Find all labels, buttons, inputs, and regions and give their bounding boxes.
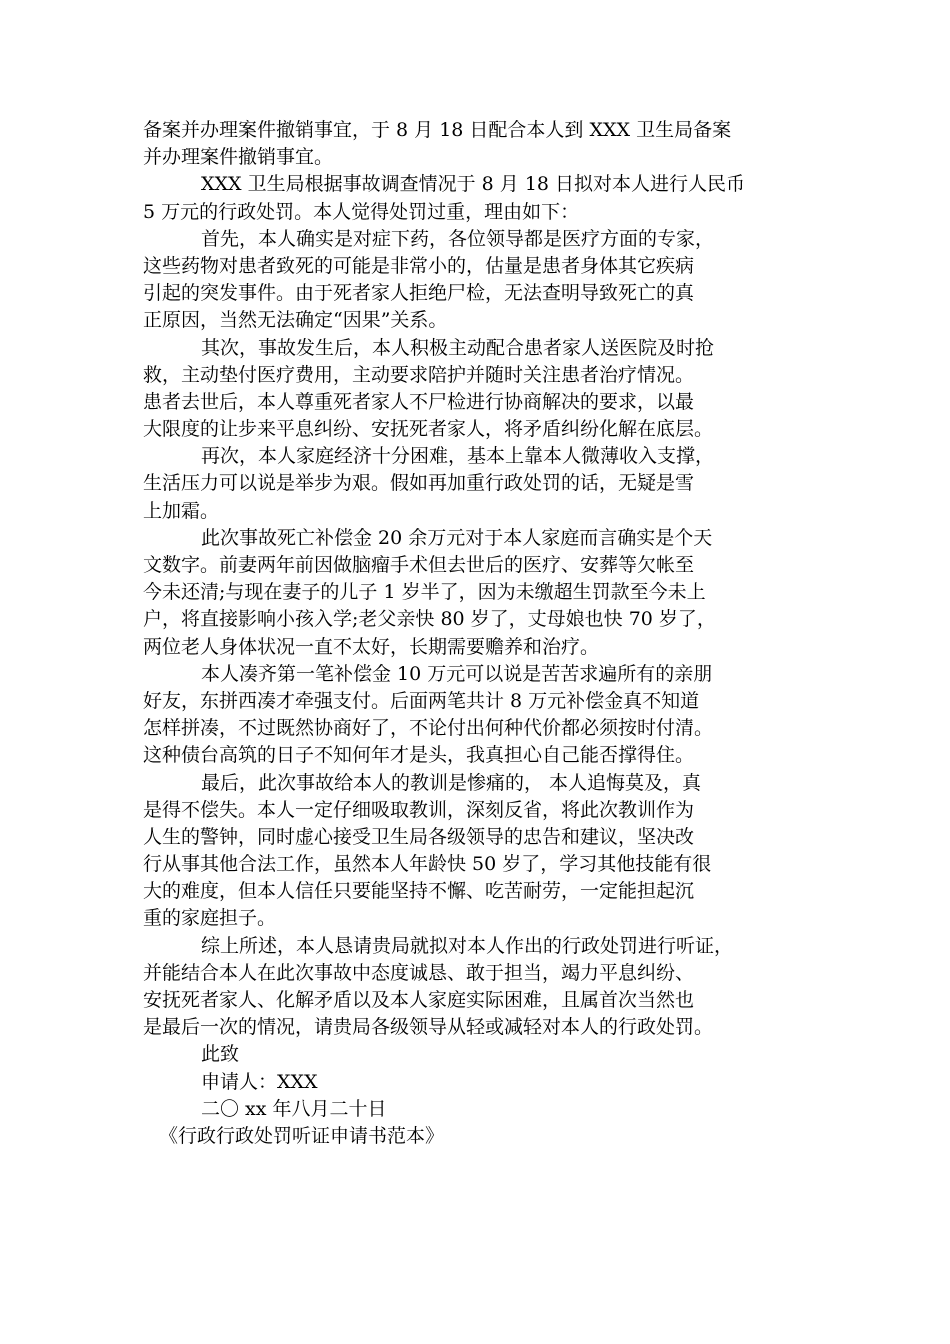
text-line: 救，主动垫付医疗费用，主动要求陪护并随时关注患者治疗情况。: [143, 363, 695, 386]
paragraph: [143, 1096, 823, 1123]
text-line: 今未还清;与现在妻子的儿子 1 岁半了，因为未缴超生罚款至今未上: [143, 581, 706, 604]
text-line: 生活压力可以说是举步为艰。假如再加重行政处罚的话，无疑是雪: [143, 472, 695, 495]
text-line: 安抚死者家人、化解矛盾以及本人家庭实际困难，且属首次当然也: [143, 989, 695, 1011]
paragraph: [143, 171, 823, 225]
text-line: 正原因，当然无法确定“因果”关系。: [143, 309, 448, 332]
text-line: 怎样拼凑，不过既然协商好了，不论付出何种代价都必须按时付清。: [143, 717, 714, 740]
paragraph: [143, 661, 823, 770]
text-line: 是得不偿失。本人一定仔细吸取教训，深刻反省，将此次教训作为: [143, 798, 695, 821]
text-line: 文数字。前妻两年前因做脑瘤手术但去世后的医疗、安葬等欠帐至: [143, 554, 695, 576]
text-line: 综上所述，本人恳请贵局就拟对本人作出的行政处罚进行听证，: [201, 934, 734, 957]
text-line: 上加霜。: [143, 499, 220, 522]
text-line: 重的家庭担子。: [143, 907, 277, 930]
paragraph: [143, 1041, 823, 1068]
text-line: 户，将直接影响小孩入学;老父亲快 80 岁了，丈母娘也快 70 岁了，: [143, 608, 716, 631]
text-line: 首先，本人确实是对症下药，各位领导都是医疗方面的专家，: [201, 227, 715, 250]
text-line: 申请人：XXX: [201, 1070, 318, 1093]
text-line: 此致: [201, 1043, 240, 1066]
paragraph: [143, 117, 823, 171]
text-line: 行从事其他合法工作，虽然本人年龄快 50 岁了，学习其他技能有很: [143, 853, 712, 876]
text-line: 再次，本人家庭经济十分困难，基本上靠本人微薄收入支撑，: [201, 445, 715, 468]
text-line: 此次事故死亡补偿金 20 余万元对于本人家庭而言确实是个天: [201, 526, 713, 549]
document-body: [143, 117, 823, 1150]
text-line: 是最后一次的情况，请贵局各级领导从轻或减轻对本人的行政处罚。: [143, 1016, 714, 1039]
text-line: 患者去世后，本人尊重死者家人不尸检进行协商解决的要求，以最: [143, 390, 695, 413]
paragraph: [143, 1069, 823, 1096]
text-line: 二〇 xx 年八月二十日: [201, 1097, 387, 1120]
text-line: 其次，事故发生后，本人积极主动配合患者家人送医院及时抢: [201, 336, 715, 359]
text-line: 大的难度，但本人信任只要能坚持不懈、吃苦耐劳，一定能担起沉: [143, 880, 695, 903]
text-line: 人生的警钟，同时虚心接受卫生局各级领导的忠告和建议，坚决改: [143, 825, 695, 848]
text-line: 并办理案件撤销事宜。: [143, 146, 334, 169]
text-line: 这些药物对患者致死的可能是非常小的，估量是患者身体其它疾病: [143, 254, 695, 277]
paragraph: [143, 226, 823, 335]
paragraph: [143, 525, 823, 661]
text-line: 并能结合本人在此次事故中态度诚恳、敢于担当，竭力平息纠纷、: [143, 961, 695, 984]
text-line: 备案并办理案件撤销事宜，于 8 月 18 日配合本人到 XXX 卫生局备案: [143, 119, 732, 141]
text-line: 引起的突发事件。由于死者家人拒绝尸检，无法查明导致死亡的真: [143, 282, 695, 305]
paragraph: [143, 443, 823, 525]
text-line: 大限度的让步来平息纠纷、安抚死者家人，将矛盾纠纷化解在底层。: [143, 418, 714, 441]
text-line: 好友，东拼西凑才牵强支付。后面两笔共计 8 万元补偿金真不知道: [143, 689, 700, 712]
document-title-footer: 《行政行政处罚听证申请书范本》: [159, 1124, 445, 1147]
text-line: 最后，此次事故给本人的教训是惨痛的， 本人追悔莫及，真: [201, 771, 702, 794]
paragraph: [143, 933, 823, 1042]
paragraph: [143, 770, 823, 933]
text-line: XXX 卫生局根据事故调查情况于 8 月 18 日拟对本人进行人民币: [201, 173, 746, 196]
text-line: 这种债台高筑的日子不知何年才是头，我真担心自己能否撑得住。: [143, 744, 695, 767]
text-line: 两位老人身体状况一直不太好，长期需要赡养和治疗。: [143, 635, 600, 658]
paragraph: [143, 335, 823, 444]
text-line: 5 万元的行政处罚。本人觉得处罚过重，理由如下：: [143, 200, 580, 223]
text-line: 本人凑齐第一笔补偿金 10 万元可以说是苦苦求遍所有的亲朋: [201, 662, 713, 685]
